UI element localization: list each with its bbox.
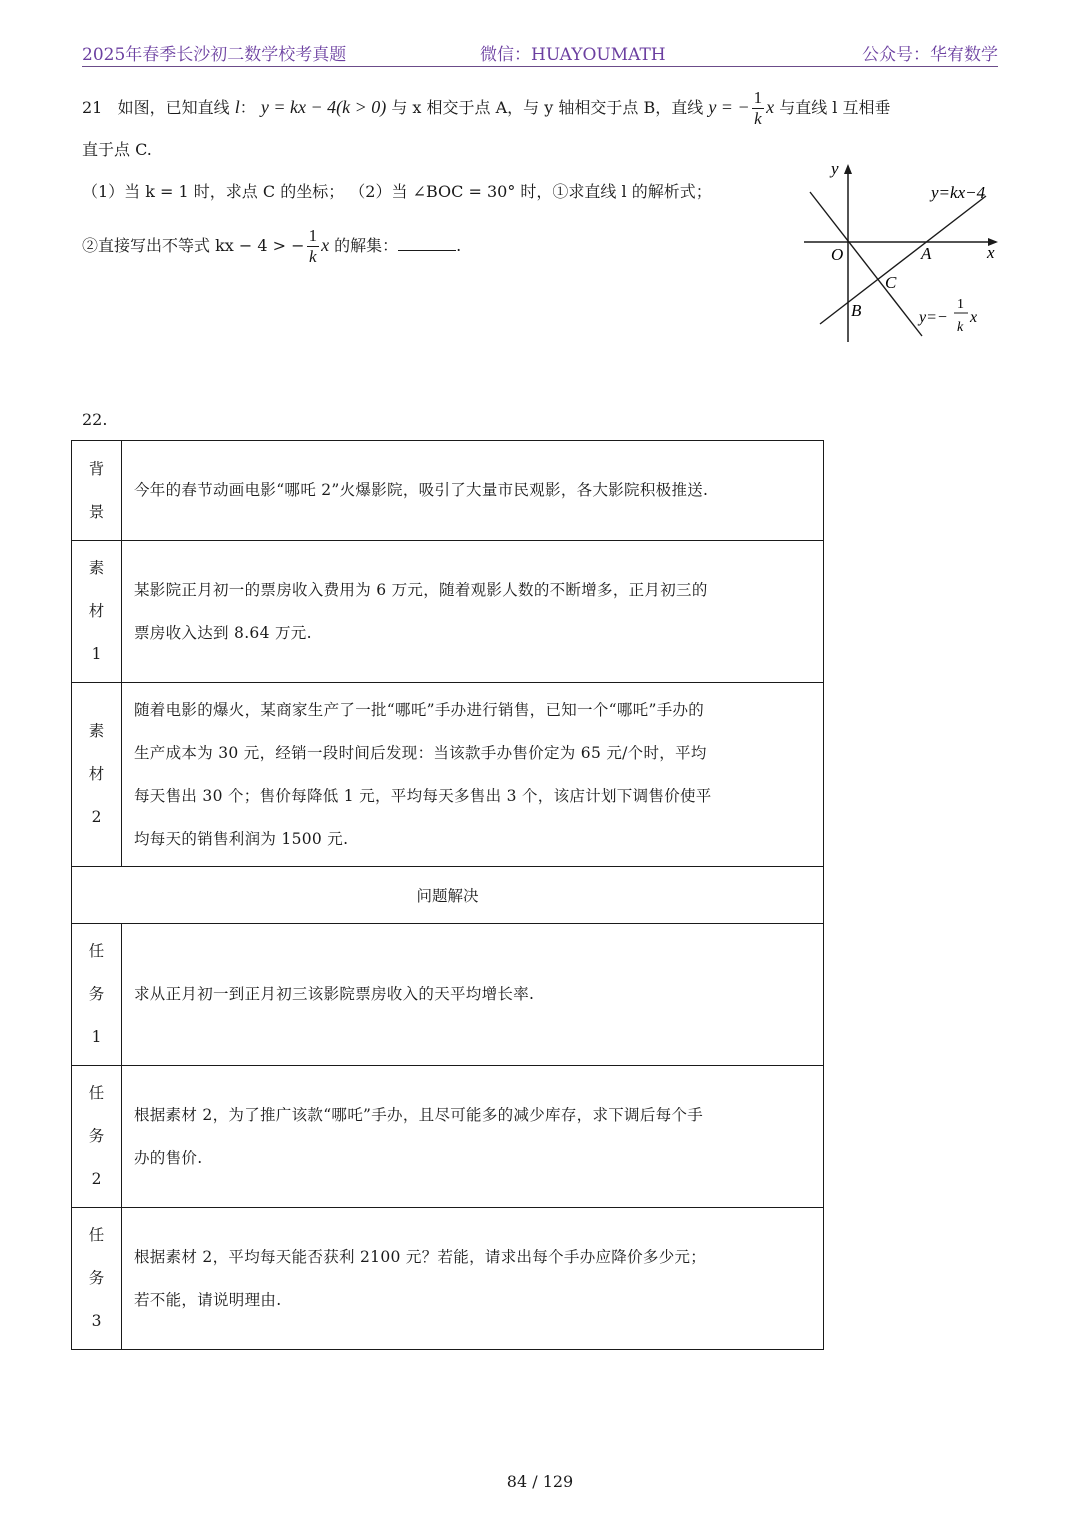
table-row xyxy=(72,683,824,867)
row-label xyxy=(72,1208,122,1350)
question-22-number: 22. xyxy=(82,410,108,429)
row-content-line: 随着电影的爆火，某商家生产了一批“哪吒”手办进行销售，已知一个“哪吒”手办的 xyxy=(134,700,705,719)
row-label xyxy=(72,441,122,541)
q21-line-4 xyxy=(82,226,461,267)
label-O: O xyxy=(831,245,844,264)
row-label-char: 3 xyxy=(91,1312,102,1330)
fraction-1-over-k xyxy=(752,88,765,129)
frac-num: 1 xyxy=(308,226,318,245)
row-label-char: 务 xyxy=(88,1269,105,1287)
frac-num: 1 xyxy=(753,88,763,107)
section-row xyxy=(72,867,824,924)
fraction-1-over-k-2 xyxy=(307,226,320,267)
row-label xyxy=(72,924,122,1066)
row-label-char: 材 xyxy=(88,602,105,620)
q21-number: 21 xyxy=(82,98,103,117)
q21-x-2: x xyxy=(321,235,330,255)
label-C: C xyxy=(885,273,897,292)
row-label xyxy=(72,683,122,867)
frac-den: k xyxy=(309,247,317,266)
row-label-char: 景 xyxy=(88,502,105,521)
row-label-char: 2 xyxy=(91,808,102,826)
label-line-l: y=kx−4 xyxy=(931,183,986,202)
row-content-line: 若不能，请说明理由. xyxy=(134,1290,282,1309)
q21-period: . xyxy=(456,236,462,255)
q21-y-eq: y = − xyxy=(708,97,750,117)
q21-colon: ： xyxy=(239,98,256,117)
row-label xyxy=(72,1066,122,1208)
row-label-char: 素 xyxy=(88,722,105,740)
q21-x: x xyxy=(766,97,775,117)
q21-line-1 xyxy=(82,88,891,129)
row-content-line: 生产成本为 30 元，经销一段时间后发现：当该款手办售价定为 65 元/个时，平均 xyxy=(134,743,707,762)
y-axis-arrow xyxy=(844,164,852,174)
label-line-2-den: k xyxy=(957,320,964,335)
row-label-char: 务 xyxy=(88,985,105,1003)
q21-equation: y = kx − 4(k > 0) xyxy=(260,97,387,117)
row-label-char: 1 xyxy=(91,1028,102,1046)
row-label-char: 素 xyxy=(88,559,105,577)
q21-solution-label: 的解集： xyxy=(329,236,399,255)
row-label-char: 务 xyxy=(88,1127,105,1145)
frac-den: k xyxy=(754,109,762,128)
row-content xyxy=(122,1208,824,1350)
row-content xyxy=(122,541,824,683)
table-row xyxy=(72,441,824,541)
label-line-2-prefix: y=− xyxy=(919,309,948,326)
table-row xyxy=(72,1208,824,1350)
answer-blank[interactable] xyxy=(398,234,456,251)
row-content-line: 根据素材 2，为了推广该款“哪吒”手办，且尽可能多的减少库存，求下调后每个手 xyxy=(134,1105,704,1124)
header-account: 公众号：华宥数学 xyxy=(862,45,998,65)
row-label-char: 任 xyxy=(88,942,105,960)
label-line-2-num: 1 xyxy=(957,297,964,312)
label-x: x xyxy=(987,243,995,262)
q21-text-3: 与直线 l 互相垂 xyxy=(774,98,891,117)
header-title: 2025年春季长沙初二数学校考真题 xyxy=(82,45,347,65)
q21-text: 如图，已知直线 xyxy=(117,98,235,117)
row-content-line: 均每天的销售利润为 1500 元. xyxy=(134,829,349,848)
row-label xyxy=(72,541,122,683)
table-row xyxy=(72,1066,824,1208)
row-label-char: 任 xyxy=(88,1084,105,1102)
coordinate-graph xyxy=(800,156,1005,346)
row-content-line: 某影院正月初一的票房收入费用为 6 万元，随着观影人数的不断增多，正月初三的 xyxy=(134,580,708,599)
row-content xyxy=(122,683,824,867)
q21-line-3: （1）当 k = 1 时，求点 C 的坐标； （2）当 ∠BOC = 30° 时，①求直线 l 的解析式； xyxy=(82,182,712,201)
table-row xyxy=(72,924,824,1066)
row-content-line: 今年的春节动画电影“哪吒 2”火爆影院，吸引了大量市民观影，各大影院积极推送. xyxy=(134,481,709,499)
section-title: 问题解决 xyxy=(72,867,824,924)
row-content-line: 票房收入达到 8.64 万元. xyxy=(134,623,312,642)
row-content-line: 根据素材 2，平均每天能否获利 2100 元？若能，请求出每个手办应降价多少元； xyxy=(134,1247,707,1266)
header-wechat: 微信：HUAYOUMATH xyxy=(480,45,666,65)
row-content-line: 每天售出 30 个；售价每降低 1 元，平均每天多售出 3 个，该店计划下调售价使平 xyxy=(134,786,712,805)
row-label-char: 任 xyxy=(88,1226,105,1244)
row-content xyxy=(122,924,824,1066)
label-B: B xyxy=(851,301,862,320)
row-content-line: 求从正月初一到正月初三该影院票房收入的天平均增长率. xyxy=(134,985,535,1003)
page-number: 84 / 129 xyxy=(506,1472,574,1491)
label-A: A xyxy=(921,244,932,263)
row-content xyxy=(122,1066,824,1208)
row-content xyxy=(122,441,824,541)
label-line-2-x: x xyxy=(970,309,978,326)
row-label-char: 材 xyxy=(88,765,105,783)
label-y: y xyxy=(831,159,839,178)
row-label-char: 1 xyxy=(91,645,102,663)
q21-inequality: ②直接写出不等式 kx − 4 > − xyxy=(82,236,305,255)
row-content-line: 办的售价. xyxy=(134,1148,203,1167)
q21-text-2: 与 x 相交于点 A，与 y 轴相交于点 B，直线 xyxy=(386,98,709,117)
perpendicular-line xyxy=(810,192,922,336)
page-header xyxy=(82,38,998,67)
q21-line-l: l xyxy=(234,97,240,117)
table-row xyxy=(72,541,824,683)
q21-line-2: 直于点 C. xyxy=(82,140,152,159)
row-label-char: 背 xyxy=(88,459,105,478)
row-label-char: 2 xyxy=(91,1170,102,1188)
question-22-table xyxy=(71,440,824,1350)
